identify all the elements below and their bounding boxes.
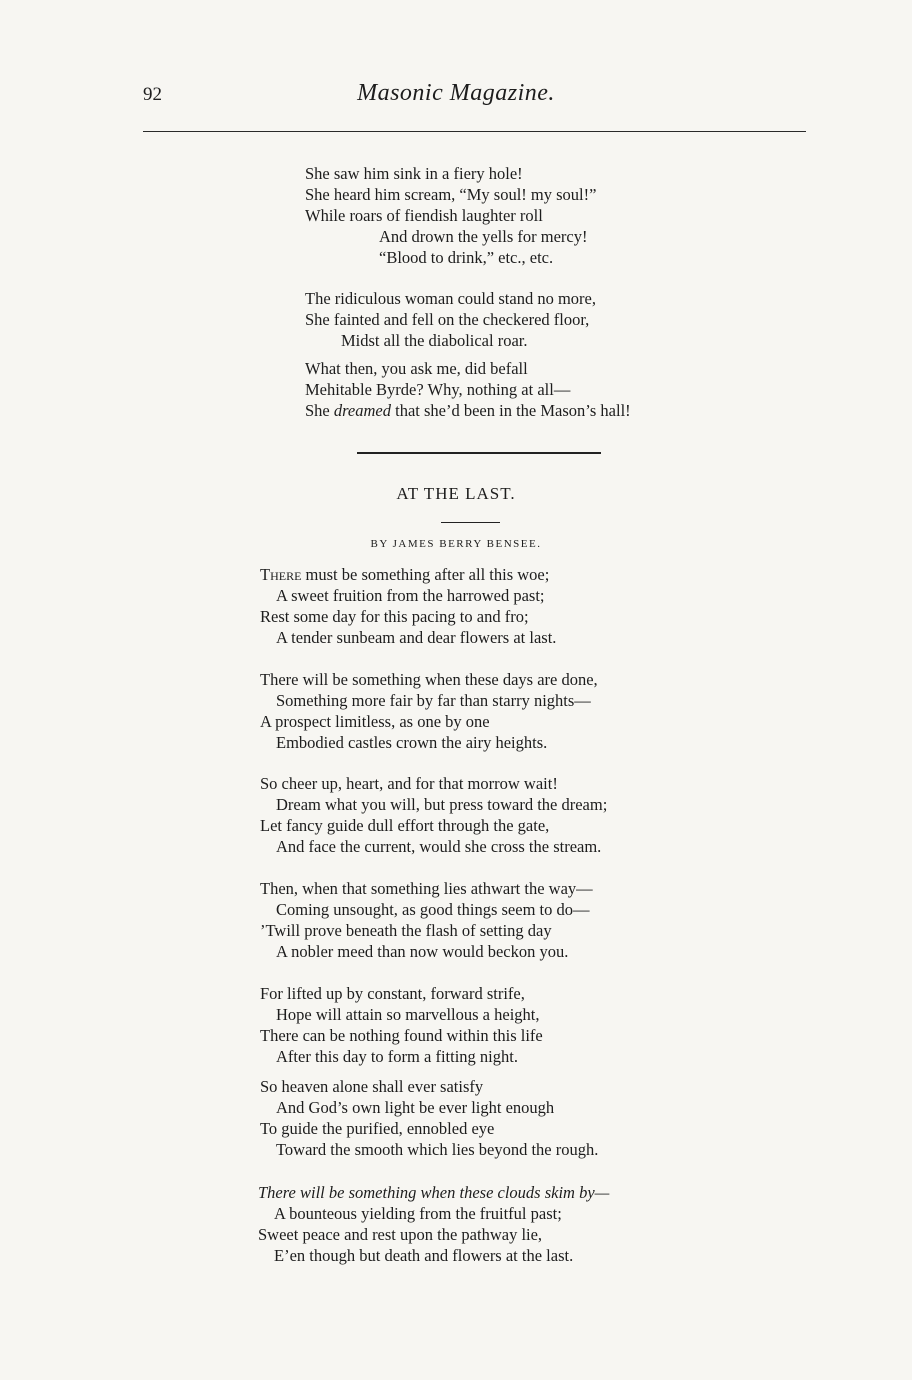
poem-stanza-4	[260, 878, 593, 962]
first-poem-stanza-2	[305, 288, 596, 351]
poem-byline: BY JAMES BERRY BENSEE.	[370, 538, 542, 550]
poem-line: E’en though but death and flowers at the last.	[274, 1246, 574, 1265]
poem-line: To guide the purified, ennobled eye	[260, 1119, 495, 1138]
poem-title: AT THE LAST.	[396, 484, 516, 503]
poem-line: The ridiculous woman could stand no more,	[305, 289, 596, 308]
poem-line: And God’s own light be ever light enough	[276, 1098, 555, 1117]
running-head: Masonic Magazine.	[357, 80, 555, 106]
poem-line: Then, when that something lies athwart the way—	[260, 879, 593, 898]
poem-stanza-6	[260, 1076, 598, 1160]
poem-stanza-3	[260, 773, 607, 857]
drop-word: There	[260, 565, 302, 584]
poem-line: A bounteous yielding from the fruitful past;	[274, 1204, 562, 1223]
poem-line: Embodied castles crown the airy heights.	[276, 733, 548, 752]
poem-line: While roars of fiendish laughter roll	[305, 206, 543, 225]
poem-line	[305, 400, 631, 421]
poem-line: So cheer up, heart, and for that morrow wait!	[260, 774, 558, 793]
poem-line: Mehitable Byrde? Why, nothing at all—	[305, 380, 571, 399]
poem-line: There will be something when these days are done,	[260, 670, 598, 689]
poem-line: Toward the smooth which lies beyond the rough.	[276, 1140, 599, 1159]
poem-stanza-5	[260, 983, 543, 1067]
poem-line: “Blood to drink,” etc., etc.	[379, 248, 554, 267]
poem-line: Dream what you will, but press toward the dream;	[276, 795, 608, 814]
poem-line: Sweet peace and rest upon the pathway lie,	[258, 1225, 543, 1244]
first-poem-stanza-1	[305, 163, 596, 268]
emphasized-word: dreamed	[333, 401, 391, 420]
poem-line: After this day to form a fitting night.	[276, 1047, 518, 1066]
poem-line: Something more fair by far than starry nights—	[276, 691, 591, 710]
poem-line: Midst all the diabolical roar.	[341, 331, 528, 350]
poem-stanza-1	[260, 564, 556, 648]
poem-line: Hope will attain so marvellous a height,	[276, 1005, 540, 1024]
poem-line: There can be nothing found within this life	[260, 1026, 543, 1045]
poem-line: Let fancy guide dull effort through the gate,	[260, 816, 550, 835]
page-number: 92	[143, 84, 162, 105]
poem-line: Rest some day for this pacing to and fro;	[260, 607, 529, 626]
title-rule	[441, 522, 500, 523]
poem-stanza-2	[260, 669, 598, 753]
poem-line: A nobler meed than now would beckon you.	[276, 942, 569, 961]
poem-line: A tender sunbeam and dear flowers at last.	[276, 628, 557, 647]
poem-line: ’Twill prove beneath the flash of setting day	[260, 921, 552, 940]
poem-line: So heaven alone shall ever satisfy	[260, 1077, 484, 1096]
first-poem-stanza-3	[305, 358, 631, 421]
poem-line-rest: must be something after all this woe;	[305, 565, 550, 584]
poem-line: A prospect limitless, as one by one	[260, 712, 490, 731]
header-rule	[143, 131, 806, 132]
poem-line: There will be something when these clouds skim by—	[258, 1183, 610, 1202]
poem-line	[260, 564, 556, 585]
poem-line: She fainted and fell on the checkered floor,	[305, 310, 590, 329]
poem-line: What then, you ask me, did befall	[305, 359, 528, 378]
poem-line: For lifted up by constant, forward strife,	[260, 984, 525, 1003]
poem-line: Coming unsought, as good things seem to do—	[276, 900, 590, 919]
poem-line: And face the current, would she cross the stream.	[276, 837, 602, 856]
section-divider	[357, 452, 601, 454]
poem-line: And drown the yells for mercy!	[379, 227, 588, 246]
poem-line: She saw him sink in a fiery hole!	[305, 164, 523, 183]
poem-line-end: that she’d been in the Mason’s hall!	[395, 401, 631, 420]
poem-line: She heard him scream, “My soul! my soul!”	[305, 185, 597, 204]
poem-line-start: She	[305, 401, 330, 420]
poem-stanza-7	[258, 1182, 609, 1266]
poem-line: A sweet fruition from the harrowed past;	[276, 586, 545, 605]
